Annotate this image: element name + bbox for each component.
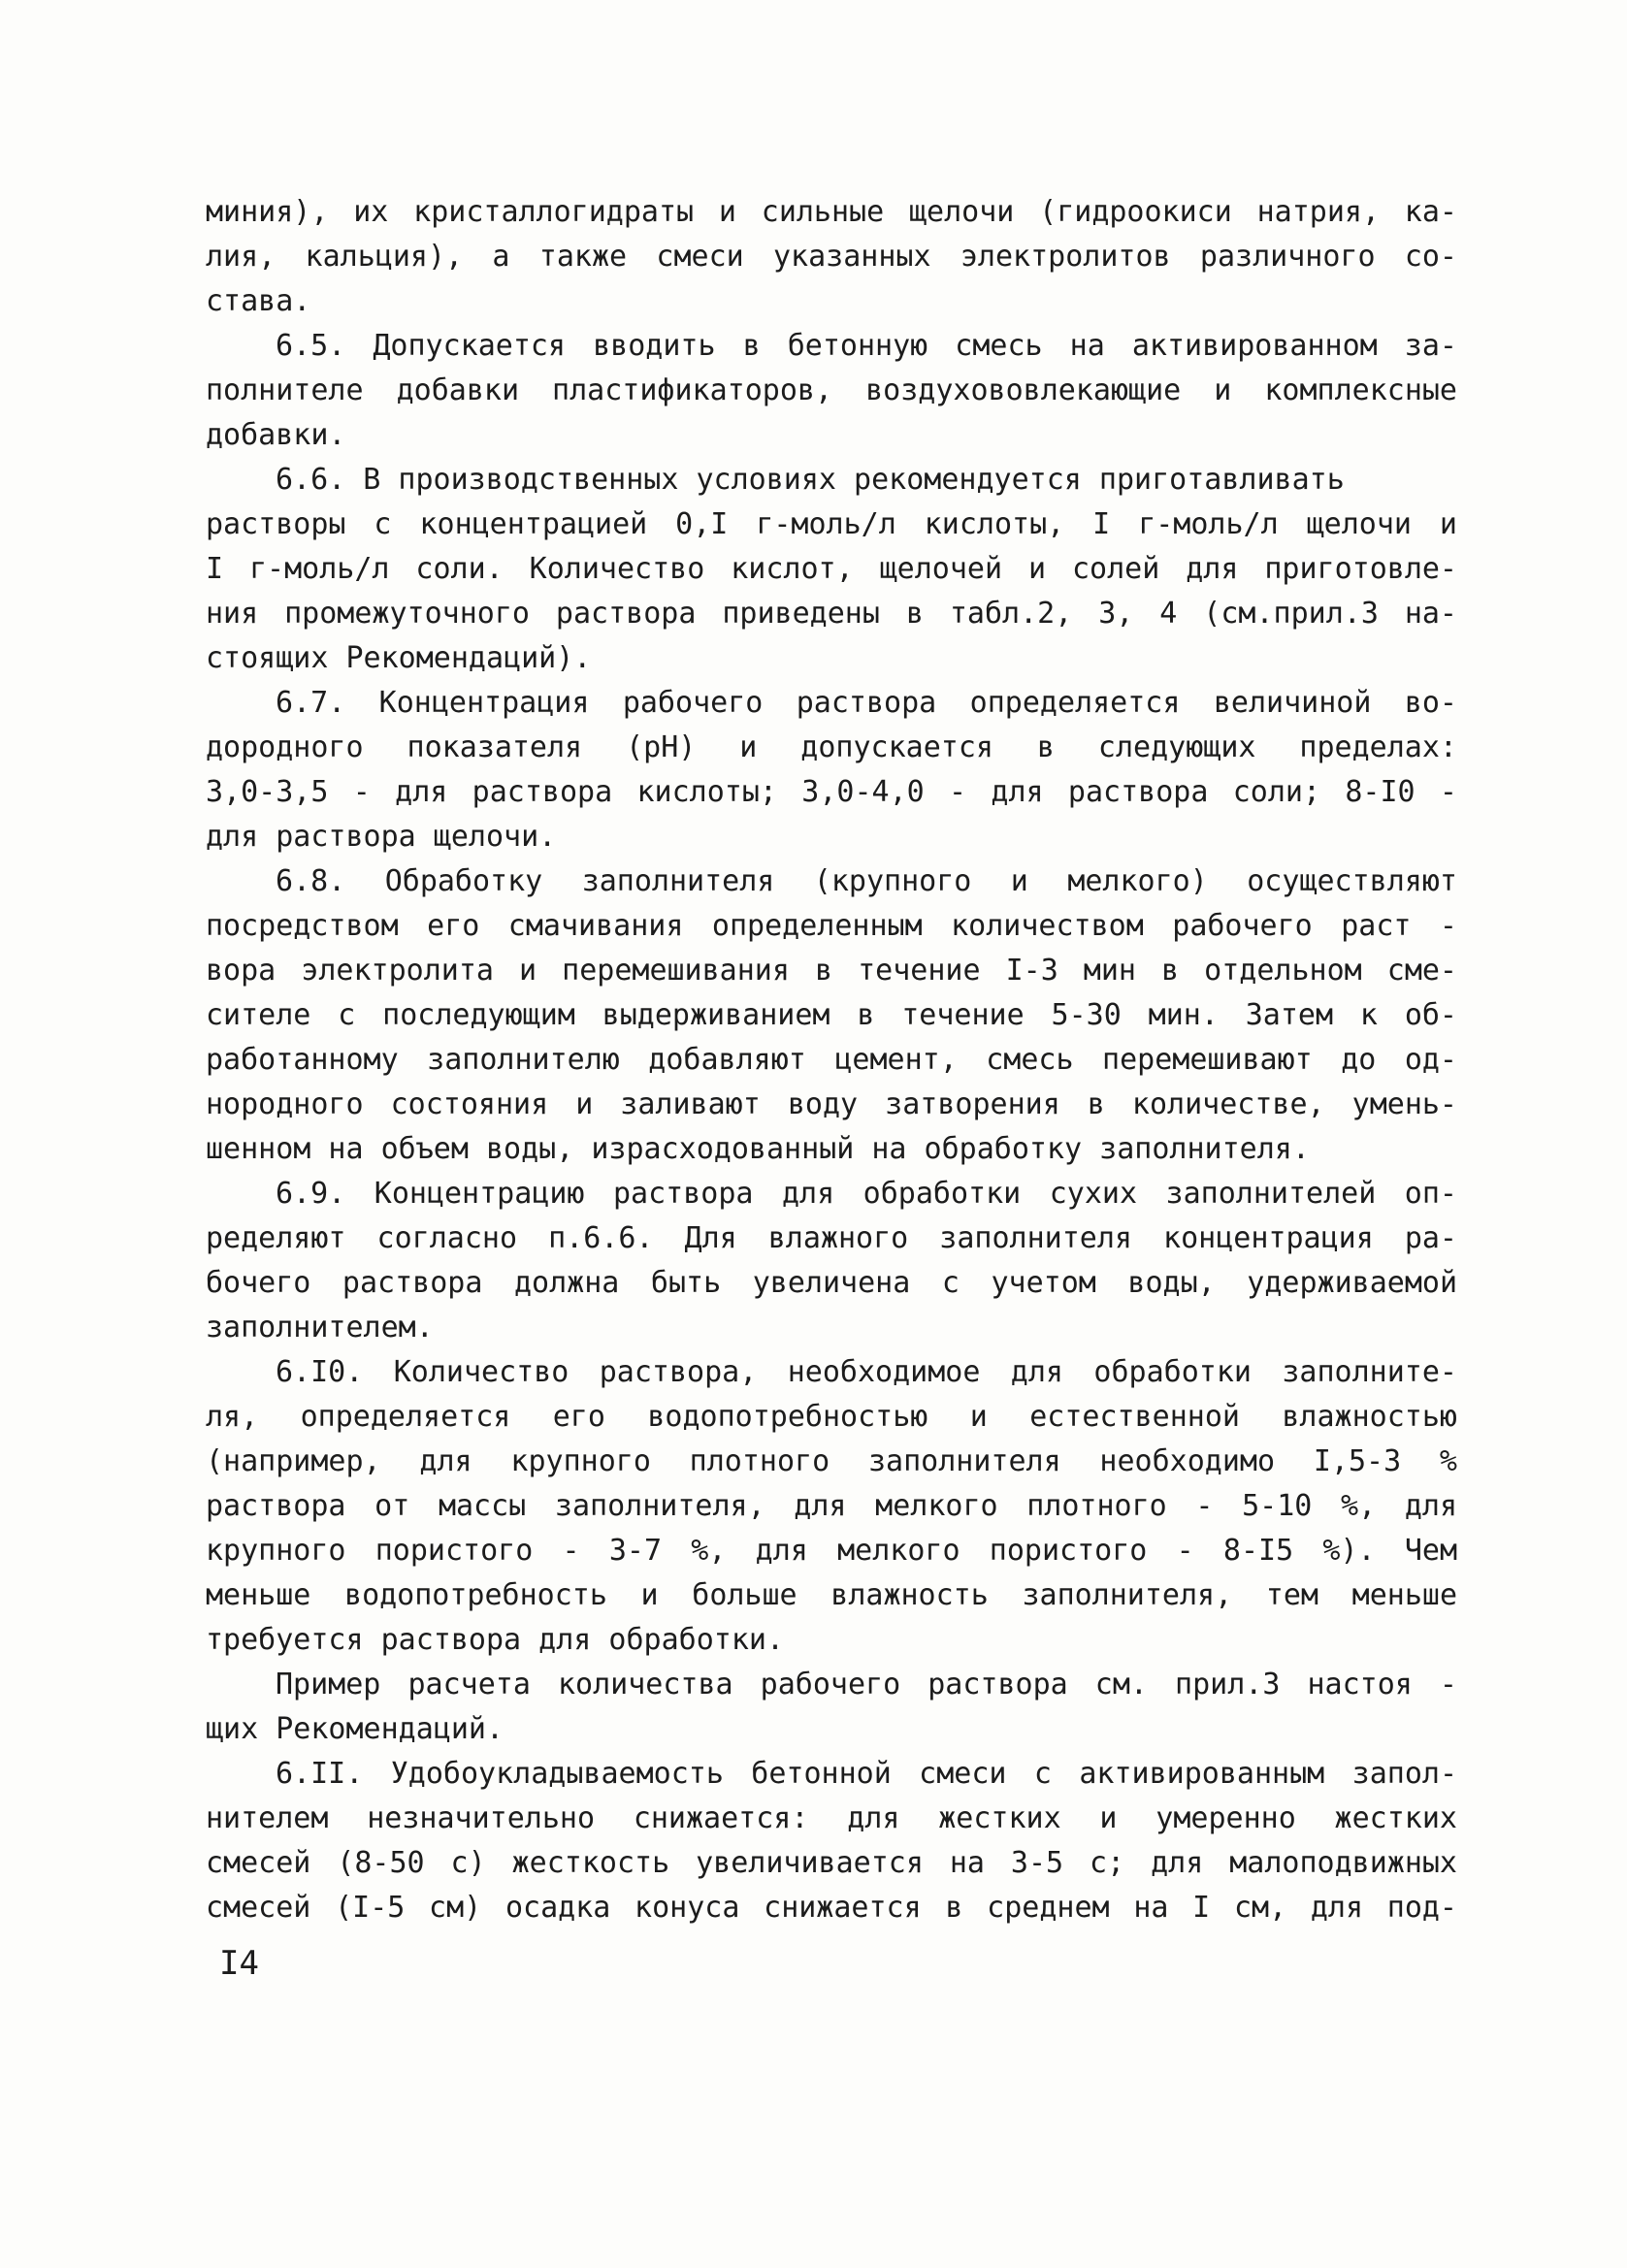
- text-line: миния), их кристаллогидраты и сильные щелочи (гидроокиси натрия, ка-: [206, 195, 1457, 229]
- text-line: для раствора щелочи.: [206, 820, 557, 854]
- text-line: дородного показателя (рН) и допускается в следующих пределах:: [206, 730, 1457, 764]
- text-line: вора электролита и перемешивания в течение I-3 мин в отдельном сме-: [206, 954, 1457, 988]
- text-line: ля, определяется его водопотребностью и естественной влажностью: [206, 1400, 1457, 1434]
- text-line: ния промежуточного раствора приведены в табл.2, 3, 4 (см.прил.3 на-: [206, 597, 1457, 631]
- text-line: 6.6. В производственных условиях рекомендуется приготавливать: [276, 463, 1345, 497]
- text-line: нителем незначительно снижается: для жестких и умеренно жестких: [206, 1801, 1457, 1835]
- text-line: раствора от массы заполнителя, для мелкого плотного - 5-10 %, для: [206, 1489, 1457, 1523]
- text-line: 6.9. Концентрацию раствора для обработки сухих заполнителей оп-: [276, 1177, 1457, 1211]
- text-line: нородного состояния и заливают воду затворения в количестве, умень-: [206, 1087, 1457, 1121]
- text-line: посредством его смачивания определенным количеством рабочего раст -: [206, 909, 1457, 943]
- text-line: 6.7. Концентрация рабочего раствора определяется величиной во-: [276, 686, 1457, 720]
- text-line: меньше водопотребность и больше влажность заполнителя, тем меньше: [206, 1578, 1457, 1612]
- text-line: лия, кальция), а также смеси указанных электролитов различного со-: [206, 240, 1457, 274]
- text-line: 6.I0. Количество раствора, необходимое для обработки заполните-: [276, 1355, 1457, 1389]
- text-line: (например, для крупного плотного заполнителя необходимо I,5-3 %: [206, 1444, 1457, 1478]
- body-text: [206, 190, 1457, 1930]
- text-line: 6.5. Допускается вводить в бетонную смесь на активированном за-: [276, 329, 1457, 363]
- text-line: ределяют согласно п.6.6. Для влажного заполнителя концентрация ра-: [206, 1221, 1457, 1255]
- text-line: шенном на объем воды, израсходованный на обработку заполнителя.: [206, 1132, 1310, 1166]
- text-line: I г-моль/л соли. Количество кислот, щелочей и солей для приготовле-: [206, 552, 1457, 586]
- text-line: добавки.: [206, 418, 346, 452]
- text-line: заполнителем.: [206, 1311, 434, 1345]
- text-line: 3,0-3,5 - для раствора кислоты; 3,0-4,0 - для раствора соли; 8-I0 -: [206, 775, 1457, 809]
- page-number: I4: [219, 1944, 259, 1983]
- text-line: щих Рекомендаций.: [206, 1712, 504, 1746]
- text-line: растворы с концентрацией 0,I г-моль/л кислоты, I г-моль/л щелочи и: [206, 507, 1457, 541]
- text-line: 6.8. Обработку заполнителя (крупного и мелкого) осуществляют: [276, 864, 1457, 898]
- text-line: стоящих Рекомендаций).: [206, 641, 592, 675]
- text-line: крупного пористого - 3-7 %, для мелкого пористого - 8-I5 %). Чем: [206, 1534, 1457, 1568]
- text-line: става.: [206, 284, 311, 318]
- text-line: 6.II. Удобоукладываемость бетонной смеси с активированным запол-: [276, 1757, 1457, 1791]
- text-line: смесей (I-5 см) осадка конуса снижается в среднем на I см, для под-: [206, 1891, 1457, 1925]
- text-line: смесей (8-50 с) жесткость увеличивается на 3-5 с; для малоподвижных: [206, 1846, 1457, 1880]
- text-line: требуется раствора для обработки.: [206, 1623, 785, 1657]
- text-line: Пример расчета количества рабочего раствора см. прил.3 настоя -: [276, 1668, 1457, 1701]
- text-line: работанному заполнителю добавляют цемент, смесь перемешивают до од-: [206, 1043, 1457, 1077]
- text-line: бочего раствора должна быть увеличена с учетом воды, удерживаемой: [206, 1266, 1457, 1300]
- text-line: сителе с последующим выдерживанием в течение 5-30 мин. Затем к об-: [206, 998, 1457, 1032]
- text-line: полнителе добавки пластификаторов, воздухововлекающие и комплексные: [206, 373, 1457, 407]
